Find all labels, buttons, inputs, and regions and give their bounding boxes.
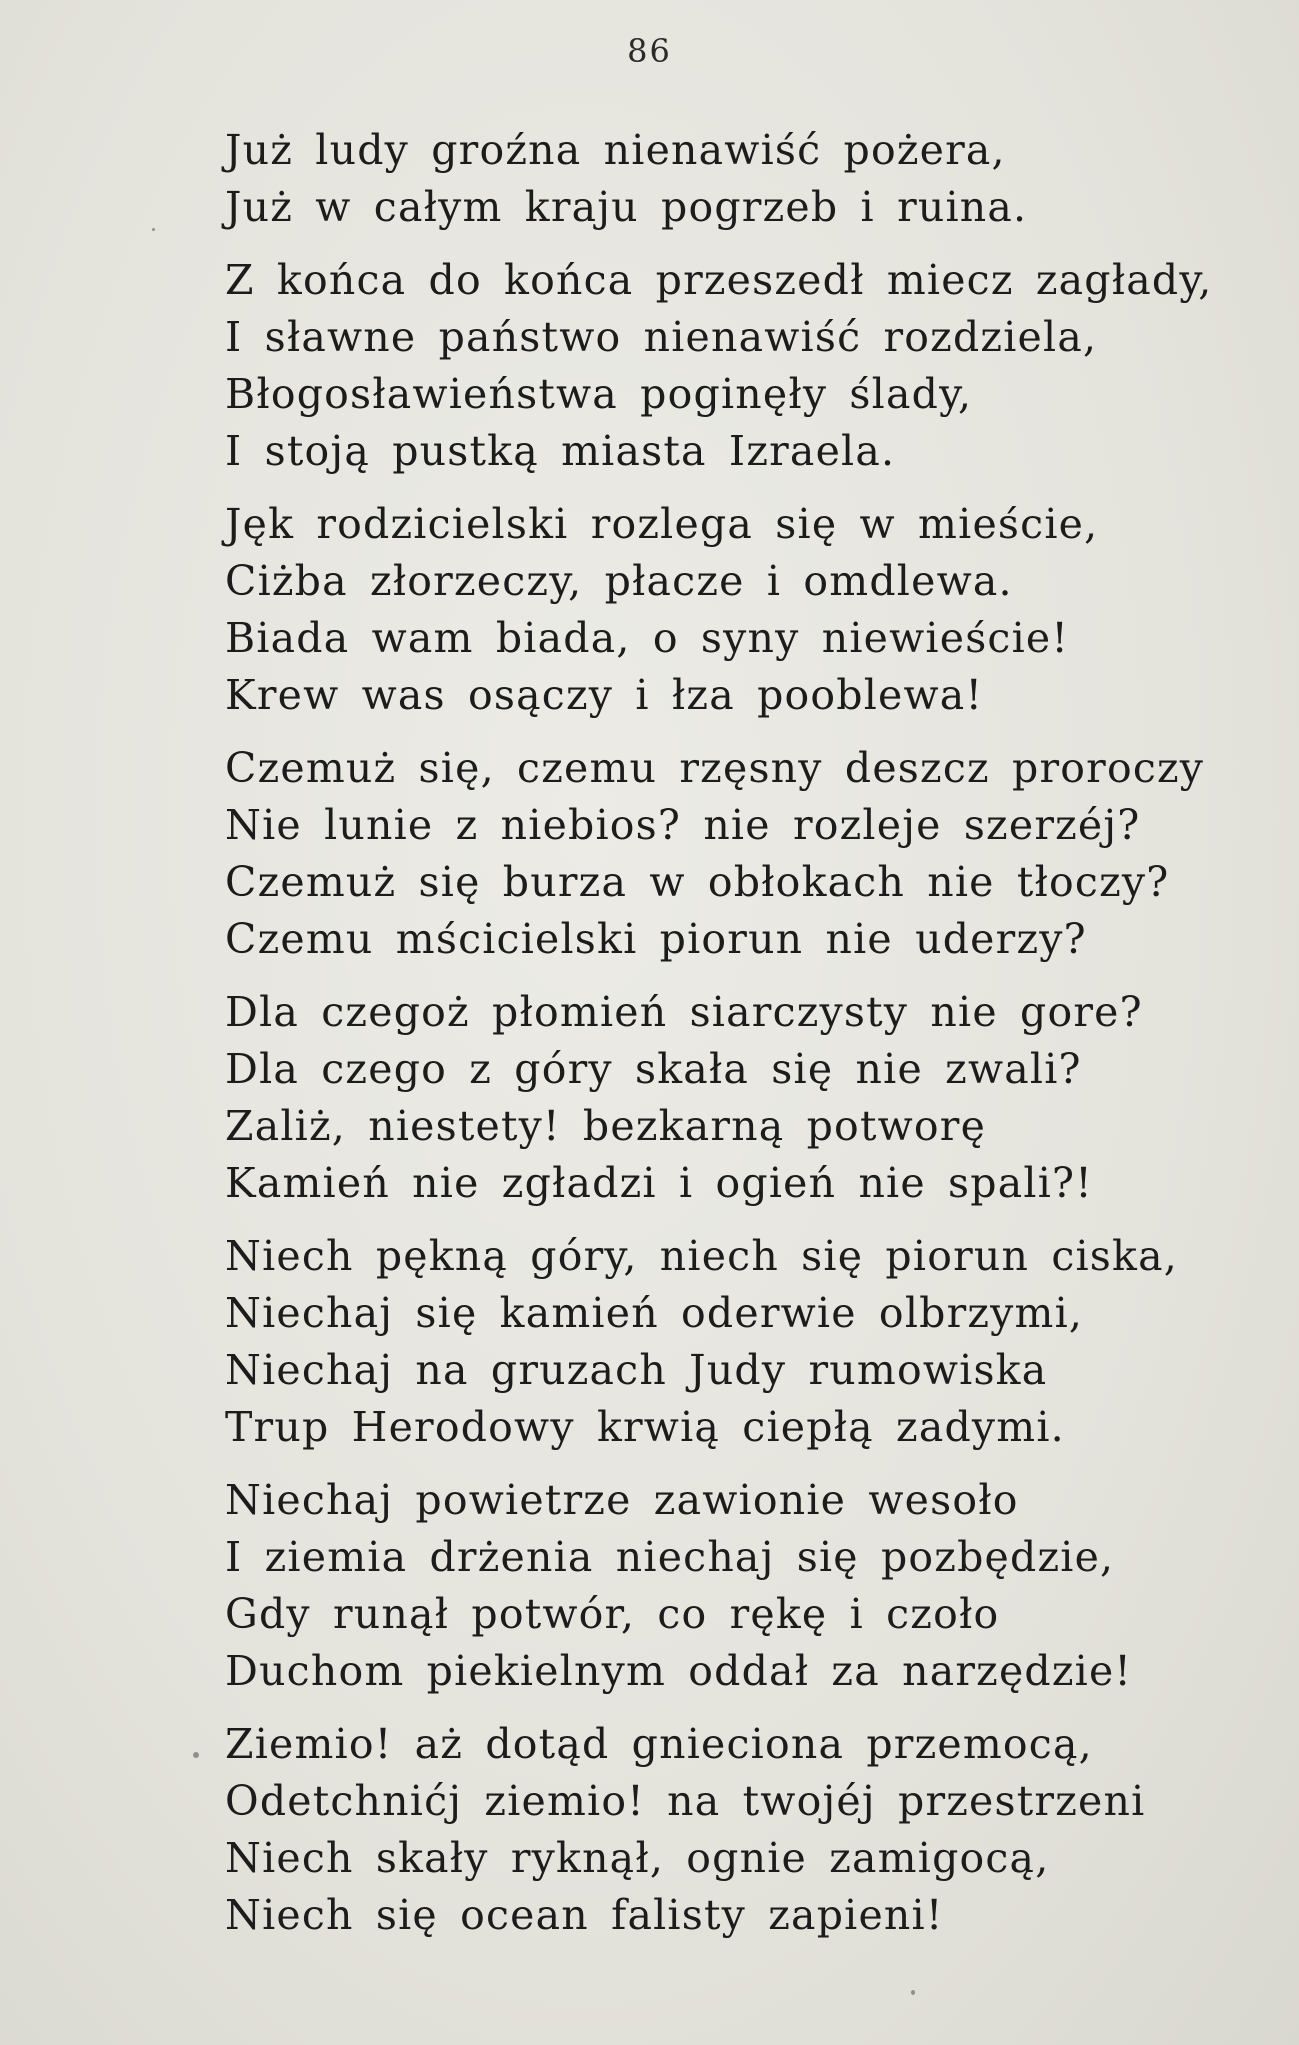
poem-line: I sławne państwo nienawiść rozdziela, xyxy=(225,313,1098,361)
poem-line: Czemuż się, czemu rzęsny deszcz proroczy xyxy=(225,744,1205,792)
poem-line: I stoją pustką miasta Izraela. xyxy=(225,427,896,475)
poem-line: I ziemia drżenia niechaj się pozbędzie, xyxy=(225,1533,1115,1581)
poem-line: Czemu mścicielski piorun nie uderzy? xyxy=(225,915,1087,963)
poem-body xyxy=(225,122,1285,1960)
stanza xyxy=(225,122,1285,236)
poem-line: Duchom piekielnym oddał za narzędzie! xyxy=(225,1647,1133,1695)
stanza xyxy=(225,1716,1285,1944)
poem-line: Czemuż się burza w obłokach nie tłoczy? xyxy=(225,858,1170,906)
poem-line: Kamień nie zgładzi i ogień nie spali?! xyxy=(225,1159,1093,1207)
poem-line: Ciżba złorzeczy, płacze i omdlewa. xyxy=(225,557,1013,605)
page-number: 86 xyxy=(627,32,672,70)
poem-line: Z końca do końca przeszedł miecz zagłady, xyxy=(225,256,1213,304)
ink-speck xyxy=(911,1990,915,1995)
stanza xyxy=(225,984,1285,1212)
poem-line: Już w całym kraju pogrzeb i ruina. xyxy=(225,183,1028,231)
poem-line: Dla czegoż płomień siarczysty nie gore? xyxy=(225,988,1143,1036)
poem-line: Trup Herodowy krwią ciepłą zadymi. xyxy=(225,1403,1065,1451)
stanza xyxy=(225,1228,1285,1456)
poem-line: Gdy runął potwór, co rękę i czoło xyxy=(225,1590,1000,1638)
poem-line: Niech pękną góry, niech się piorun ciska, xyxy=(225,1232,1178,1280)
poem-line: Krew was osączy i łza pooblewa! xyxy=(225,671,984,719)
poem-line: Niechaj się kamień oderwie olbrzymi, xyxy=(225,1289,1084,1337)
poem-line: Niechaj na gruzach Judy rumowiska xyxy=(225,1346,1048,1394)
poem-line: Biada wam biada, o syny niewieście! xyxy=(225,614,1070,662)
poem-line: Ziemio! aż dotąd gnieciona przemocą, xyxy=(225,1720,1093,1768)
poem-line: Dla czego z góry skała się nie zwali? xyxy=(225,1045,1082,1093)
poem-line: Już ludy groźna nienawiść pożera, xyxy=(225,126,1006,174)
stanza xyxy=(225,1472,1285,1700)
poem-line: Nie lunie z niebios? nie rozleje szerzéj? xyxy=(225,801,1141,849)
poem-line: Niechaj powietrze zawionie wesoło xyxy=(225,1476,1019,1524)
poem-line: Niech skały ryknął, ognie zamigocą, xyxy=(225,1834,1050,1882)
stanza xyxy=(225,252,1285,480)
poem-line: Niech się ocean falisty zapieni! xyxy=(225,1891,944,1939)
poem-line: Zaliż, niestety! bezkarną potworę xyxy=(225,1102,987,1150)
ink-speck xyxy=(193,1752,199,1758)
poem-line: Jęk rodzicielski rozlega się w mieście, xyxy=(225,500,1099,548)
stanza xyxy=(225,496,1285,724)
stanza xyxy=(225,740,1285,968)
poem-line: Odetchnićj ziemio! na twojéj przestrzeni xyxy=(225,1777,1146,1825)
poem-line: Błogosławieństwa poginęły ślady, xyxy=(225,370,973,418)
ink-speck xyxy=(152,228,155,231)
